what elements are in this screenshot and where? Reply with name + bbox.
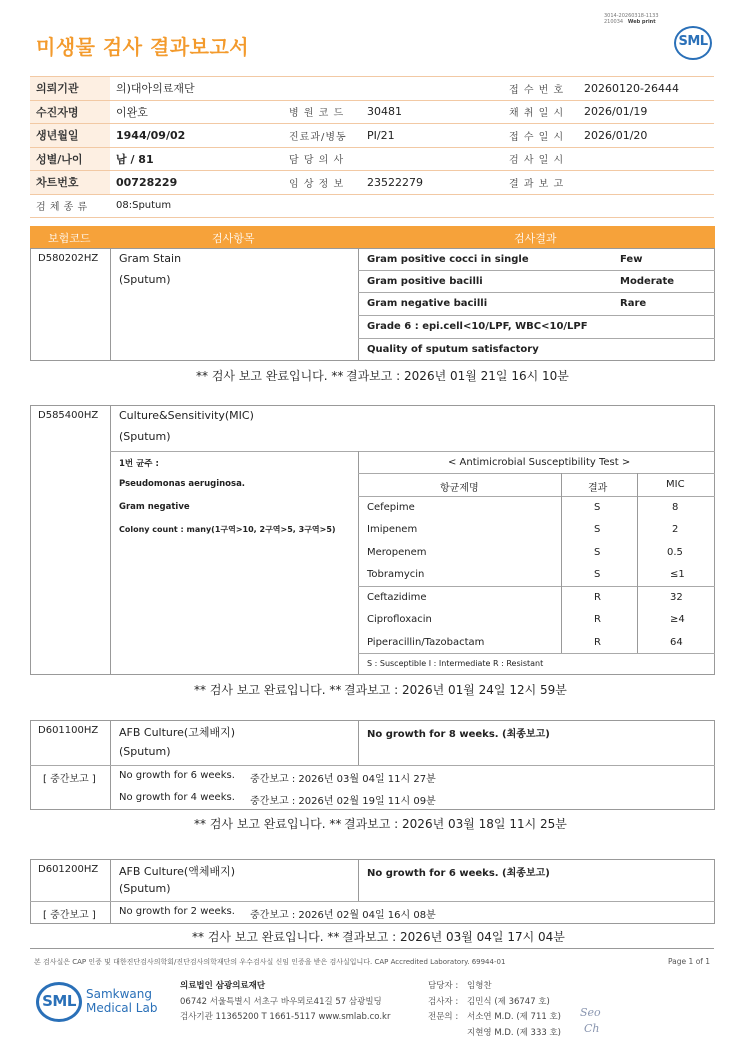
lab-name-line1: Samkwang xyxy=(86,987,152,1001)
label-birth-date: 생년월일 xyxy=(30,124,110,148)
drug-name: Imipenem xyxy=(367,524,418,535)
drug-result: R xyxy=(594,637,601,648)
gram-row-label: Grade 6 : epi.cell<10/LPF, WBC<10/LPF xyxy=(367,321,588,332)
label-sex-age: 성별/나이 xyxy=(30,147,110,171)
culture-report-time: 결과보고 : 2026년 01월 24일 12시 59분 xyxy=(344,683,567,697)
value-birth-date: 1944/09/02 xyxy=(110,124,283,148)
print-code xyxy=(604,13,659,25)
gram-row-value: Few xyxy=(620,254,643,265)
value-specimen-type: 08:Sputum xyxy=(110,194,714,218)
afb-liquid-result: No growth for 6 weeks. (최종보고) xyxy=(367,868,550,879)
culture-done: ** 검사 보고 완료입니다. ** xyxy=(194,683,342,697)
drug-name: Tobramycin xyxy=(367,569,425,580)
afb-solid-interim-label: [ 중간보고 ] xyxy=(43,774,96,785)
gram-report-time: 결과보고 : 2026년 01월 21일 16시 10분 xyxy=(346,369,569,383)
print-code-line2: 210034 xyxy=(604,19,624,25)
gram-row-value: Moderate xyxy=(620,276,675,287)
colony-count: Colony count : many(1구역>10, 2구역>5, 3구역>5) xyxy=(119,525,336,534)
value-clinical-info: 23522279 xyxy=(361,171,503,195)
value-patient-name: 이완호 xyxy=(110,100,283,124)
drug-mic: 64 xyxy=(670,637,683,648)
drug-name: Cefepime xyxy=(367,502,415,513)
afb-liquid-report-time: 결과보고 : 2026년 03월 04일 17시 04분 xyxy=(342,930,565,944)
value-physician xyxy=(361,147,503,171)
drug-name: Ceftazidime xyxy=(367,592,427,603)
label-hospital-code: 병 원 코 드 xyxy=(283,100,361,124)
drug-result: R xyxy=(594,614,601,625)
gram-row-label: Gram positive cocci in single xyxy=(367,254,529,265)
web-print-label: Web print xyxy=(627,19,656,25)
ast-title: < Antimicrobial Susceptibility Test > xyxy=(448,457,631,468)
col-drug: 항균제명 xyxy=(440,483,479,494)
label-patient-name: 수진자명 xyxy=(30,100,110,124)
value-sex-age: 남 / 81 xyxy=(110,147,283,171)
afb-solid-specimen: (Sputum) xyxy=(119,745,171,758)
drug-result: S xyxy=(594,547,601,558)
label-accession-no: 접 수 번 호 xyxy=(503,77,578,101)
label-chart-no: 차트번호 xyxy=(30,171,110,195)
value-chart-no: 00728229 xyxy=(110,171,283,195)
signature-1: Seo xyxy=(580,1006,601,1019)
col-result: 결과 xyxy=(588,483,608,494)
lab-name-line2: Medical Lab xyxy=(86,1001,158,1015)
organism-gram: Gram negative xyxy=(119,502,190,512)
organism-name: Pseudomonas aeruginosa. xyxy=(119,479,246,489)
staff4-name: 지현영 M.D. (제 333 호) xyxy=(467,1028,562,1038)
org-name: 의료법인 삼광의료재단 xyxy=(180,981,266,991)
patient-info-table xyxy=(30,76,714,218)
label-physician: 담 당 의 사 xyxy=(283,147,361,171)
label-test-date: 검 사 일 시 xyxy=(503,147,578,171)
drug-name: Meropenem xyxy=(367,547,427,558)
drug-result: S xyxy=(594,524,601,535)
sml-logo-bottom: SML xyxy=(36,982,82,1022)
afb-liquid-interim1-time: 중간보고 : 2026년 02월 04일 16시 08분 xyxy=(250,910,436,921)
gram-row-label: Gram positive bacilli xyxy=(367,276,483,287)
afb-solid-name: AFB Culture(고체배지) xyxy=(119,726,236,739)
culture-specimen: (Sputum) xyxy=(119,430,171,443)
label-result-report: 결 과 보 고 xyxy=(503,171,578,195)
value-institution: 의)대아의료재단 xyxy=(110,77,503,101)
value-hospital-code: 30481 xyxy=(361,100,503,124)
gram-name: Gram Stain xyxy=(119,252,182,265)
drug-mic: 8 xyxy=(672,502,679,513)
afb-liquid-done: ** 검사 보고 완료입니다. ** xyxy=(192,930,340,944)
drug-mic: ≥4 xyxy=(670,614,685,625)
culture-code: D585400HZ xyxy=(38,410,99,421)
label-institution: 의뢰기관 xyxy=(30,77,110,101)
afb-solid-interim1-time: 중간보고 : 2026년 03월 04일 11시 27분 xyxy=(250,774,436,785)
label-collection-date: 채 취 일 시 xyxy=(503,100,578,124)
value-receipt-date: 2026/01/20 xyxy=(578,124,714,148)
afb-liquid-name: AFB Culture(액체배지) xyxy=(119,865,236,878)
cert-statement: 본 검사실은 CAP 인증 및 대한진단검사의학회/진단검사의학재단의 우수검사실 신임 인증을 받은 검사실입니다. CAP Accredited Laboratory. 69944-01 xyxy=(34,958,506,966)
value-result-report xyxy=(578,171,714,195)
drug-mic: 32 xyxy=(670,592,683,603)
sml-logo: SML xyxy=(674,26,712,60)
gram-row-label: Quality of sputum satisfactory xyxy=(367,344,539,355)
afb-solid-interim2: No growth for 4 weeks. xyxy=(119,792,235,803)
staff3-label: 전문의 : xyxy=(428,1012,459,1022)
gram-row-label: Gram negative bacilli xyxy=(367,298,488,309)
label-department: 진료과/병동 xyxy=(283,124,361,148)
value-department: PI/21 xyxy=(361,124,503,148)
results-table-header xyxy=(30,226,715,248)
gram-code: D580202HZ xyxy=(38,253,99,264)
strain-number: 1번 균주 : xyxy=(119,459,159,469)
label-receipt-date: 접 수 일 시 xyxy=(503,124,578,148)
header-item: 검사항목 xyxy=(212,232,255,245)
drug-result: S xyxy=(594,569,601,580)
print-code-line1: 3014-20260318-1133 xyxy=(604,13,659,19)
org-contact: 검사기관 11365200 T 1661-5117 www.smlab.co.kr xyxy=(180,1012,391,1022)
value-accession-no: 20260120-26444 xyxy=(578,77,714,101)
drug-mic: ≤1 xyxy=(670,569,685,580)
afb-liquid-code: D601200HZ xyxy=(38,864,99,875)
value-collection-date: 2026/01/19 xyxy=(578,100,714,124)
drug-mic: 0.5 xyxy=(667,547,683,558)
header-result: 검사결과 xyxy=(514,232,557,245)
header-code: 보험코드 xyxy=(48,232,91,245)
label-specimen-type: 검 체 종 류 xyxy=(30,194,110,218)
afb-solid-result: No growth for 8 weeks. (최종보고) xyxy=(367,729,550,740)
gram-done: ** 검사 보고 완료입니다. ** xyxy=(196,369,344,383)
drug-result: S xyxy=(594,502,601,513)
culture-name: Culture&Sensitivity(MIC) xyxy=(119,409,254,422)
afb-solid-report-time: 결과보고 : 2026년 03월 18일 11시 25분 xyxy=(344,817,567,831)
drug-name: Ciprofloxacin xyxy=(367,614,432,625)
report-title: 미생물 검사 결과보고서 xyxy=(36,35,250,59)
gram-specimen: (Sputum) xyxy=(119,273,171,286)
afb-solid-done: ** 검사 보고 완료입니다. ** xyxy=(194,817,342,831)
afb-liquid-specimen: (Sputum) xyxy=(119,882,171,895)
culture-section xyxy=(30,405,715,675)
value-test-date xyxy=(578,147,714,171)
staff3-name: 서소연 M.D. (제 711 호) xyxy=(467,1012,562,1022)
gram-row-value: Rare xyxy=(620,298,647,309)
ast-legend: S : Susceptible I : Intermediate R : Resistant xyxy=(367,659,544,668)
drug-name: Piperacillin/Tazobactam xyxy=(367,637,485,648)
afb-solid-code: D601100HZ xyxy=(38,725,99,736)
staff1-label: 담당자 : xyxy=(428,981,459,991)
label-clinical-info: 임 상 정 보 xyxy=(283,171,361,195)
drug-result: R xyxy=(594,592,601,603)
afb-liquid-interim-label: [ 중간보고 ] xyxy=(43,910,96,921)
staff2-label: 검사자 : xyxy=(428,997,459,1007)
afb-solid-interim1: No growth for 6 weeks. xyxy=(119,770,235,781)
page-number: Page 1 of 1 xyxy=(668,957,711,966)
signature-2: Ch xyxy=(584,1022,600,1035)
staff2-name: 김민식 (제 36747 호) xyxy=(467,997,550,1007)
drug-mic: 2 xyxy=(672,524,679,535)
staff1-name: 임형찬 xyxy=(467,981,492,991)
afb-liquid-interim1: No growth for 2 weeks. xyxy=(119,906,235,917)
org-address: 06742 서울특별시 서초구 바우뫼로41길 57 삼광빌딩 xyxy=(180,997,382,1007)
afb-solid-interim2-time: 중간보고 : 2026년 02월 19일 11시 09분 xyxy=(250,796,436,807)
col-mic: MIC xyxy=(666,479,685,490)
